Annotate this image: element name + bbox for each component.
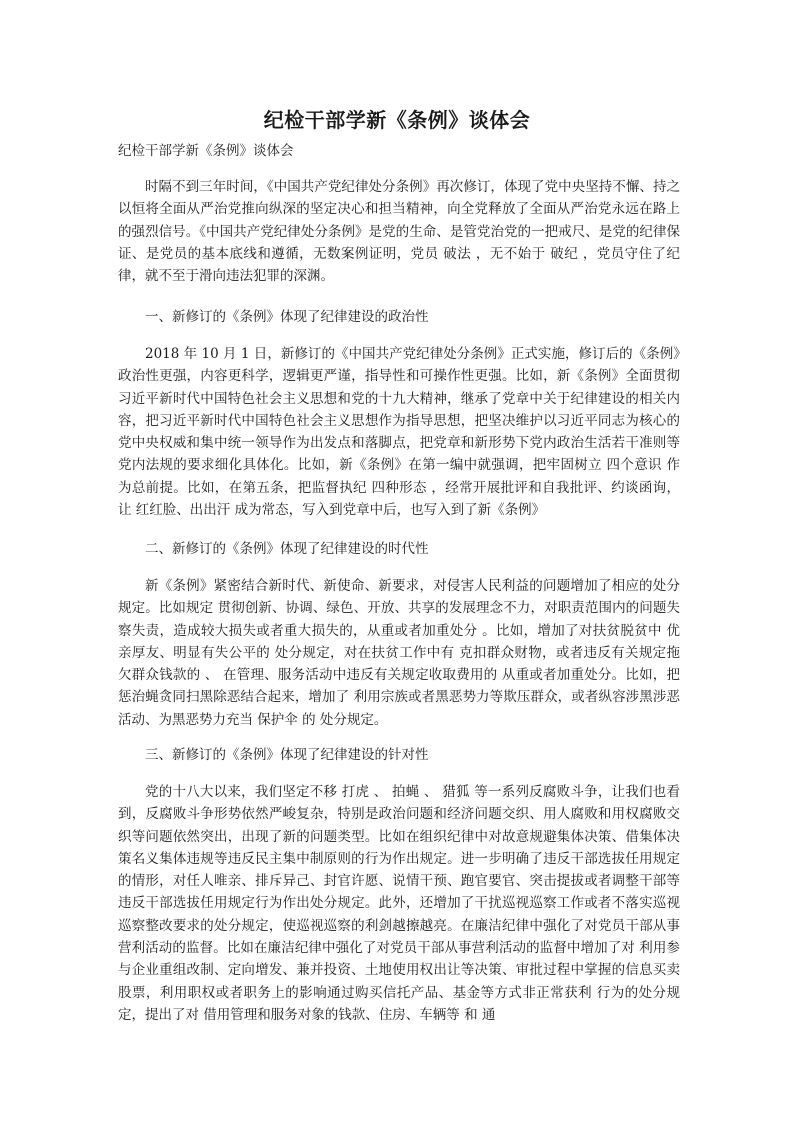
document-subtitle: 纪检干部学新《条例》谈体会 xyxy=(118,143,294,159)
intro-paragraph: 时隔不到三年时间，《中国共产党纪律处分条例》再次修订，体现了党中央坚持不懈、持之以恒将全面从严治党推向纵深的坚定决心和担当精神，向全党释放了全面从严治党永远在路上的强烈信号。《中国共产党纪律处分条例》是党的生命、是管党治党的一把戒尺、是党的纪律保证、是党员的基本底线和遵循，无数案例证明，党员 破法 ，无不始于 破纪 ，党员守住了纪律，就不至于滑向违法犯罪的深渊。 xyxy=(118,179,680,285)
section-body-1: 2018 年 10 月 1 日，新修订的《中国共产党纪律处分条例》正式实施，修订后的《条例》政治性更强，内容更科学，逻辑更严谨，指导性和可操作性更强。比如，新《条例》全面贯彻习近平新时代中国特色社会主义思想和党的十九大精神，继承了党章中关于纪律建设的相关内容，把习近平新时代中国特色社会主义思想作为指导思想，把坚决维护以习近平同志为核心的党中央权威和集中统一领导作为出发点和落脚点，把党章和新形势下党内政治生活若干准则等党内法规的要求细化具体化。比如，新《条例》在第一编中就强调，把牢固树立 四个意识 作为总前提。比如，在第五条，把监督执纪 四种形态 ，经常开展批评和自我批评、约谈函询，让 红红脸、出出汗 成为常态，写入到党章中后，也写入到了新《条例》 xyxy=(118,346,680,519)
section-heading-2: 二、新修订的《条例》体现了纪律建设的时代性 xyxy=(145,541,429,557)
section-body-2: 新《条例》紧密结合新时代、新使命、新要求，对侵害人民利益的问题增加了相应的处分规定。比如规定 贯彻创新、协调、绿色、开放、共享的发展理念不力，对职责范围内的问题失察失责，造成较大损失或者重大损失的，从重或者加重处分 。比如，增加了对扶贫脱贫中 优亲厚友、明显有失公平的 处分规定，对在扶贫工作中有 克扣群众财物，或者违反有关规定拖欠群众钱款的 、 在管理、服务活动中违反有关规定收取费用的 从重或者加重处分。比如，把惩治蝇贪同扫黑除恶结合起来，增加了 利用宗族或者黑恶势力等欺压群众，或者纵容涉黑涉恶活动、为黑恶势力充当 保护伞 的 处分规定。 xyxy=(118,578,680,728)
section-body-3: 党的十八大以来，我们坚定不移 打虎 、 拍蝇 、 猎狐 等一系列反腐败斗争，让我们也看到，反腐败斗争形势依然严峻复杂，特别是政治问题和经济问题交织、用人腐败和用权腐败交织等问题依然突出，出现了新的问题类型。比如在组织纪律中对故意规避集体决策、借集体决策名义集体违规等违反民主集中制原则的行为作出规定。进一步明确了违反干部选拔任用规定的情形，对任人唯亲、排斥异己、封官许愿、说情干预、跑官要官、突击提拔或者调整干部等违反干部选拔任用规定行为作出处分规定。此外，还增加了干扰巡视巡察工作或者不落实巡视巡察整改要求的处分规定，使巡视巡察的利剑越擦越亮。在廉洁纪律中强化了对党员干部从事营利活动的监督。比如在廉洁纪律中强化了对党员干部从事营利活动的监督中增加了对 利用参与企业重组改制、定向增发、兼并投资、土地使用权出让等决策、审批过程中掌握的信息买卖股票，利用职权或者职务上的影响通过购买信托产品、基金等方式非正常获利 行为的处分规定，提出了对 借用管理和服务对象的钱款、住房、车辆等 和 通 xyxy=(118,784,680,1023)
section-heading-3: 三、新修订的《条例》体现了纪律建设的针对性 xyxy=(145,747,429,763)
section-heading-1: 一、新修订的《条例》体现了纪律建设的政治性 xyxy=(145,309,429,325)
document-title: 纪检干部学新《条例》谈体会 xyxy=(263,108,531,132)
